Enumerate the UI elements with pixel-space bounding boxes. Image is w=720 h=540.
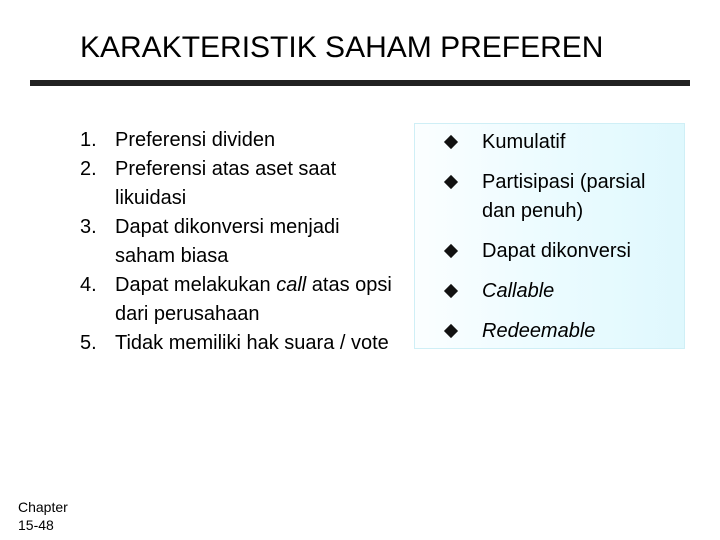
bullet-item: [444, 277, 684, 306]
list-item-text: Preferensi atas aset saat likuidasi: [115, 158, 337, 209]
slide-title: KARAKTERISTIK SAHAM PREFEREN: [80, 31, 604, 64]
bullet-item-text: Redeemable: [482, 320, 596, 342]
title-divider: [30, 80, 690, 86]
bullet-item: [444, 237, 684, 266]
list-item-text: [115, 271, 392, 329]
list-item: [72, 329, 392, 358]
characteristics-list: [72, 126, 392, 358]
diamond-bullet-icon: [444, 284, 458, 298]
bullet-item: [444, 128, 684, 157]
diamond-bullet-icon: [444, 324, 458, 338]
list-item-text: Dapat dikonversi menjadi saham biasa: [115, 216, 340, 267]
list-number: 1.: [80, 129, 97, 151]
list-item: [72, 271, 392, 329]
bullet-item: [444, 168, 684, 226]
list-item-text-part: Dapat melakukan: [115, 274, 277, 296]
bullet-item-text: Partisipasi (parsial dan penuh): [482, 171, 646, 222]
list-item: [72, 155, 392, 213]
bullet-item-text: Dapat dikonversi: [482, 240, 631, 262]
list-item: [72, 213, 392, 271]
list-item-text: Preferensi dividen: [115, 129, 276, 151]
list-item: [72, 126, 392, 155]
list-number: 4.: [80, 274, 97, 296]
bullet-item-text: Kumulatif: [482, 131, 566, 153]
list-number: 2.: [80, 158, 97, 180]
chapter-page-label: Chapter 15-48: [18, 499, 68, 533]
list-item-text-part: atas opsi dari perusahaan: [115, 274, 392, 325]
list-item-text: Tidak memiliki hak suara / vote: [115, 332, 389, 354]
diamond-bullet-icon: [444, 135, 458, 149]
list-number: 3.: [80, 216, 97, 238]
call-term: call: [276, 274, 307, 296]
diamond-bullet-icon: [444, 175, 458, 189]
bullet-item: [444, 317, 684, 346]
bullet-item-text: Callable: [482, 280, 555, 302]
types-list: [444, 128, 684, 357]
list-number: 5.: [80, 332, 97, 354]
diamond-bullet-icon: [444, 244, 458, 258]
